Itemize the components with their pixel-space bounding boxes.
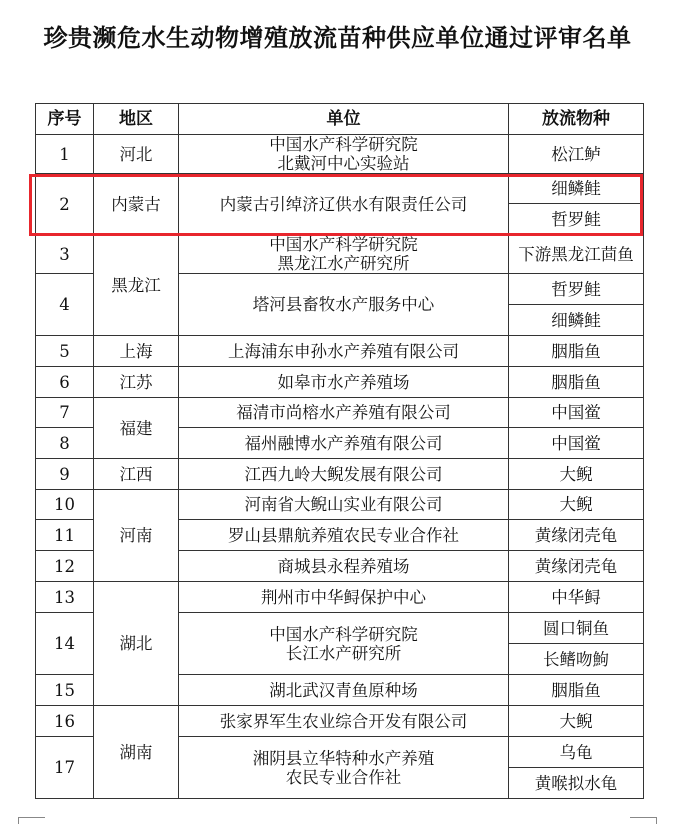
unit-cell xyxy=(179,274,509,336)
unit-line: 农民专业合作社 xyxy=(285,767,402,787)
unit-cell xyxy=(179,582,509,613)
species-cell: 黄缘闭壳龟 xyxy=(509,551,644,582)
unit-line: 上海浦东申孙水产养殖有限公司 xyxy=(228,341,459,361)
region-cell: 上海 xyxy=(94,336,179,367)
seq-cell: 8 xyxy=(36,428,94,459)
seq-cell: 1 xyxy=(36,135,94,174)
species-cell: 大鲵 xyxy=(509,706,644,737)
region-cell: 黑龙江 xyxy=(94,235,179,336)
header-region: 地区 xyxy=(94,104,179,135)
table-row xyxy=(36,459,644,490)
supplier-table xyxy=(35,103,644,799)
species-cell: 松江鲈 xyxy=(509,135,644,174)
unit-line: 荆州市中华鲟保护中心 xyxy=(261,587,426,607)
seq-cell: 6 xyxy=(36,367,94,398)
species-cell: 胭脂鱼 xyxy=(509,367,644,398)
unit-cell xyxy=(179,675,509,706)
seq-cell: 2 xyxy=(36,174,94,235)
unit-line: 如皋市水产养殖场 xyxy=(277,372,410,392)
species-cell: 细鳞鲑 xyxy=(509,305,644,336)
unit-line: 福清市尚榕水产养殖有限公司 xyxy=(236,403,451,422)
region-cell: 福建 xyxy=(94,398,179,459)
unit-cell xyxy=(179,613,509,675)
species-cell: 大鲵 xyxy=(509,490,644,520)
seq-cell: 14 xyxy=(36,613,94,675)
unit-line: 江西九岭大鲵发展有限公司 xyxy=(244,464,443,484)
table-row xyxy=(36,490,644,520)
unit-cell xyxy=(179,367,509,398)
region-cell: 河南 xyxy=(94,490,179,582)
species-cell: 下游黑龙江茴鱼 xyxy=(509,235,644,274)
unit-line: 福州融博水产养殖有限公司 xyxy=(244,433,443,453)
table-row xyxy=(36,174,644,204)
table-row xyxy=(36,336,644,367)
region-cell: 湖南 xyxy=(94,706,179,799)
unit-line: 中国水产科学研究院 xyxy=(269,624,418,644)
unit-line: 塔河县畜牧水产服务中心 xyxy=(252,295,435,314)
seq-cell: 15 xyxy=(36,675,94,706)
unit-line: 中国水产科学研究院 xyxy=(269,135,418,154)
unit-line: 湘阴县立华特种水产养殖 xyxy=(252,748,435,768)
species-cell: 大鲵 xyxy=(509,459,644,490)
seq-cell: 11 xyxy=(36,520,94,551)
species-cell: 中国鲎 xyxy=(509,398,644,428)
species-cell: 哲罗鲑 xyxy=(509,204,644,235)
seq-cell: 10 xyxy=(36,490,94,520)
page-corner-mark-left xyxy=(18,817,45,824)
unit-cell xyxy=(179,490,509,520)
species-cell: 黄缘闭壳龟 xyxy=(509,520,644,551)
unit-line: 北戴河中心实验站 xyxy=(277,154,410,173)
species-cell: 圆口铜鱼 xyxy=(509,613,644,644)
unit-line: 河南省大鲵山实业有限公司 xyxy=(244,495,443,514)
unit-cell xyxy=(179,520,509,551)
species-cell: 中国鲎 xyxy=(509,428,644,459)
unit-cell xyxy=(179,135,509,174)
unit-line: 罗山县鼎航养殖农民专业合作社 xyxy=(228,525,459,545)
table-row xyxy=(36,398,644,428)
unit-line: 黑龙江水产研究所 xyxy=(277,254,410,273)
species-cell: 乌龟 xyxy=(509,737,644,768)
table-row xyxy=(36,706,644,737)
unit-cell xyxy=(179,459,509,490)
seq-cell: 13 xyxy=(36,582,94,613)
seq-cell: 5 xyxy=(36,336,94,367)
species-cell: 黄喉拟水龟 xyxy=(509,768,644,799)
unit-cell xyxy=(179,174,509,235)
species-cell: 细鳞鲑 xyxy=(509,174,644,204)
unit-cell xyxy=(179,398,509,428)
header-seq: 序号 xyxy=(36,104,94,135)
unit-cell xyxy=(179,235,509,274)
table-header-row xyxy=(36,104,644,135)
unit-line: 内蒙古引绰济辽供水有限责任公司 xyxy=(219,194,468,214)
table-row xyxy=(36,582,644,613)
unit-cell xyxy=(179,336,509,367)
seq-cell: 4 xyxy=(36,274,94,336)
seq-cell: 9 xyxy=(36,459,94,490)
species-cell: 中华鲟 xyxy=(509,582,644,613)
species-cell: 哲罗鲑 xyxy=(509,274,644,305)
seq-cell: 16 xyxy=(36,706,94,737)
table-row xyxy=(36,235,644,274)
seq-cell: 17 xyxy=(36,737,94,799)
header-unit: 单位 xyxy=(179,104,509,135)
seq-cell: 7 xyxy=(36,398,94,428)
unit-line: 商城县永程养殖场 xyxy=(277,556,410,576)
table-row xyxy=(36,367,644,398)
header-species: 放流物种 xyxy=(509,104,644,135)
page-title: 珍贵濒危水生动物增殖放流苗种供应单位通过评审名单 xyxy=(43,24,632,52)
page-corner-mark-right xyxy=(630,817,657,824)
unit-cell xyxy=(179,706,509,737)
table-body xyxy=(36,135,644,799)
region-cell: 江西 xyxy=(94,459,179,490)
unit-line: 中国水产科学研究院 xyxy=(269,235,418,254)
unit-cell xyxy=(179,551,509,582)
seq-cell: 12 xyxy=(36,551,94,582)
unit-line: 张家界军生农业综合开发有限公司 xyxy=(219,711,468,731)
table-row xyxy=(36,135,644,174)
region-cell: 河北 xyxy=(94,135,179,174)
species-cell: 长鳍吻鮈 xyxy=(509,644,644,675)
region-cell: 内蒙古 xyxy=(94,174,179,235)
unit-cell xyxy=(179,428,509,459)
unit-cell xyxy=(179,737,509,799)
species-cell: 胭脂鱼 xyxy=(509,336,644,367)
region-cell: 江苏 xyxy=(94,367,179,398)
unit-line: 长江水产研究所 xyxy=(285,643,402,663)
region-cell: 湖北 xyxy=(94,582,179,706)
species-cell: 胭脂鱼 xyxy=(509,675,644,706)
seq-cell: 3 xyxy=(36,235,94,274)
unit-line: 湖北武汉青鱼原种场 xyxy=(269,680,418,700)
